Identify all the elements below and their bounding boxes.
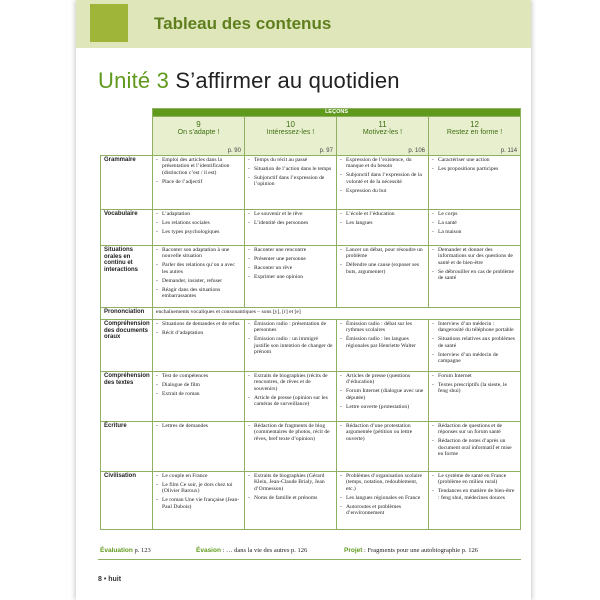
cell-list [156, 247, 241, 299]
lesson-number: 11 [378, 120, 387, 129]
list-item: - Place de l’adjectif [156, 179, 241, 185]
table-cell [153, 422, 245, 472]
list-item: - Article de presse (opinion sur les caméras de surveillance) [248, 395, 333, 408]
cell-list [156, 423, 241, 429]
cell-list [340, 373, 425, 410]
unit-number: Unité 3 [98, 68, 170, 93]
list-item: - Forum Internet (dialogue avec une députée) [340, 388, 425, 401]
list-item: - Émission radio : débat sur les rythmes scolaires [340, 321, 425, 334]
table-cell [245, 210, 337, 246]
table-cell [337, 320, 429, 372]
list-item: - Exprimer une opinion [248, 274, 333, 280]
cell-list [340, 423, 425, 442]
table-cell [153, 210, 245, 246]
cell-list [432, 373, 517, 395]
list-item: - Interview d’un médecin : dangerosité du téléphone portable [432, 321, 517, 334]
cell-list [432, 321, 517, 364]
table-cell [153, 320, 245, 372]
list-item: - Le film Ce soir, je dors chez toi (Olivier Baroux) [156, 482, 241, 495]
table-cell [429, 372, 521, 422]
list-item: - Défendre une cause (exposer ses buts, argumenter) [340, 262, 425, 275]
cell-list [432, 247, 517, 282]
list-item: - Extrait de roman [156, 391, 241, 397]
table-cell [337, 372, 429, 422]
list-item: - Les langues régionales en France [340, 495, 425, 501]
lesson-title: Intéressez-les ! [266, 129, 315, 136]
cell-list [340, 321, 425, 349]
table-cell [153, 246, 245, 308]
list-item: - Lancer un débat, pour résoudre un problème [340, 247, 425, 260]
list-item: - Autoroutes et problèmes d’environnement [340, 504, 425, 517]
cell-list [340, 211, 425, 226]
table-cell [245, 372, 337, 422]
table-cell [153, 156, 245, 210]
pronunciation-cell: enchaînements vocaliques et consonantiques – sons [y], [r] et [e] [153, 308, 521, 320]
row-label: Grammaire [101, 156, 153, 210]
lesson-header-11 [337, 117, 429, 156]
list-item: - Raconter un rêve [248, 265, 333, 271]
evasion-text: : … dans la vie des autres p. 126 [222, 547, 308, 554]
list-item: - Temps du récit au passé [248, 157, 333, 163]
cell-list [248, 211, 333, 226]
list-item: - Présenter une personne [248, 256, 333, 262]
list-item: - Lettres de demandes [156, 423, 241, 429]
cell-list [340, 473, 425, 516]
list-item: - Le corps [432, 211, 517, 217]
list-item: - Les langues [340, 220, 425, 226]
list-item: - Récit d’adaptation [156, 330, 241, 336]
lesson-header-12 [429, 117, 521, 156]
list-item: - Expression de l’existence, du manque et du besoin [340, 157, 425, 170]
cell-list [432, 157, 517, 172]
list-item: - Situation de l’action dans le temps [248, 166, 333, 172]
list-item: - Réagir dans des situations embarrassantes [156, 287, 241, 300]
table-cell [337, 422, 429, 472]
lesson-number: 12 [470, 120, 479, 129]
lesson-number: 10 [286, 120, 295, 129]
table-cell [337, 472, 429, 530]
lesson-header-10 [245, 117, 337, 156]
footer-rule [98, 559, 521, 560]
table-cell [337, 210, 429, 246]
book-page [76, 0, 531, 600]
table-row [101, 472, 521, 530]
lesson-title: Motivez-les ! [362, 129, 403, 136]
evasion-label: Évasion [196, 547, 221, 554]
lesson-page: p. 90 [227, 147, 241, 154]
cell-list [340, 157, 425, 194]
list-item: - Expression du but [340, 188, 425, 194]
unit-title [98, 68, 400, 94]
row-label: Compréhension des documents oraux [101, 320, 153, 372]
header-decoration [90, 4, 128, 42]
list-item: - Raconter une rencontre [248, 247, 333, 253]
cell-list [156, 473, 241, 510]
table-cell [429, 422, 521, 472]
table-row [101, 308, 521, 320]
lesson-number: 9 [196, 120, 201, 129]
list-item: - Extraits de biographies (Gérard Klein, Jean-Claude Brialy, Jean d’Ormesson) [248, 473, 333, 492]
list-item: - Forum Internet [432, 373, 517, 379]
lesson-title: On s’adapte ! [177, 129, 220, 136]
cell-list [248, 473, 333, 501]
table-cell [429, 320, 521, 372]
cell-list [432, 211, 517, 235]
table-row [101, 246, 521, 308]
list-item: - Situations relatives aux problèmes de santé [432, 336, 517, 349]
table-cell [429, 246, 521, 308]
list-item: - La maison [432, 229, 517, 235]
table-row [101, 320, 521, 372]
cell-list [432, 423, 517, 458]
list-item: - Raconter son adaptation à une nouvelle situation [156, 247, 241, 260]
table-cell [245, 156, 337, 210]
list-item: - La santé [432, 220, 517, 226]
table-row [101, 422, 521, 472]
list-item: - Les types psychologiques [156, 229, 241, 235]
row-label: Vocabulaire [101, 210, 153, 246]
table-cell [245, 246, 337, 308]
list-item: - Dialogue de film [156, 382, 241, 388]
cell-list [432, 473, 517, 501]
list-item: - Les relations sociales [156, 220, 241, 226]
lecons-header: LEÇONS [153, 109, 521, 117]
row-label: Civilisation [101, 472, 153, 530]
row-label: Situations orales en continu et interactions [101, 246, 153, 308]
list-item: - Le système de santé en France (problème en milieu rural) [432, 473, 517, 486]
list-item: - Rédaction de questions et de réponses sur un forum santé [432, 423, 517, 436]
row-label: Écriture [101, 422, 153, 472]
evaluation-label: Évaluation [100, 547, 133, 554]
table-cell [429, 156, 521, 210]
cell-list [156, 373, 241, 397]
table-row [101, 372, 521, 422]
lesson-page: p. 114 [500, 147, 518, 154]
list-item: - Noms de famille et prénoms [248, 495, 333, 501]
list-item: - Émission radio : présentation de personnes [248, 321, 333, 334]
list-item: - Les propositions participes [432, 166, 517, 172]
table-row [101, 156, 521, 210]
lesson-page: p. 106 [408, 147, 425, 154]
table-cell [337, 246, 429, 308]
page-number: 8 • huit [98, 576, 122, 583]
list-item: - Test de compétences [156, 373, 241, 379]
list-item: - Interview d’un médecin de campagne [432, 352, 517, 365]
list-item: - Rédaction de fragments de blog (commentaires de photos, récit de rêves, bref texte d’opinion) [248, 423, 333, 442]
list-item: - Caractériser une action [432, 157, 517, 163]
cell-list [248, 373, 333, 408]
cell-list [248, 247, 333, 280]
projet-label: Projet [344, 547, 363, 554]
table-cell [245, 472, 337, 530]
cell-list [156, 157, 241, 185]
list-item: - L’identité des personnes [248, 220, 333, 226]
list-item: - Lettre ouverte (protestation) [340, 404, 425, 410]
list-item: - Situations de demandes et de refus [156, 321, 241, 327]
list-item: - Demander, insister, refuser [156, 278, 241, 284]
list-item: - L’adaptation [156, 211, 241, 217]
list-item: - Emploi des articles dans la présentation et l’identification (distinction c’est / il est) [156, 157, 241, 176]
list-item: - Se débrouiller en cas de problème de santé [432, 269, 517, 282]
lesson-title: Restez en forme ! [446, 129, 503, 136]
table-cell [245, 422, 337, 472]
list-item: - Textes prescriptifs (la sieste, le feng shui) [432, 382, 517, 395]
table-cell [429, 210, 521, 246]
list-item: - Le couple en France [156, 473, 241, 479]
list-item: - Émission radio : un immigré justifie son intention de changer de prénom [248, 336, 333, 355]
list-item: - Articles de presse (questions d’éducation) [340, 373, 425, 386]
page-title: Tableau des contenus [154, 14, 332, 33]
table-cell [245, 320, 337, 372]
projet-text: : Fragments pour une autobiographie p. 126 [364, 547, 478, 554]
list-item: - Parler des relations qu’on a avec les autres [156, 262, 241, 275]
row-label: Compréhension des textes [101, 372, 153, 422]
list-item: - Émission radio : les langues régionales par Henriette Walter [340, 336, 425, 349]
list-item: - Tendances en matière de bien-être : feng shui, médecines douces [432, 488, 517, 501]
table-cell [153, 372, 245, 422]
lesson-page: p. 97 [319, 147, 333, 154]
list-item: - Problèmes d’organisation scolaire (temps, notation, redoublement, etc.) [340, 473, 425, 492]
cell-list [156, 321, 241, 336]
contents-table [100, 108, 521, 530]
lesson-header-9 [153, 117, 245, 156]
table-cell [337, 156, 429, 210]
table-cell [153, 472, 245, 530]
list-item: - Rédaction d’une protestation argumentée (pétition ou lettre ouverte) [340, 423, 425, 442]
table-row [101, 210, 521, 246]
list-item: - Subjonctif dans l’expression de la volonté et de la nécessité [340, 172, 425, 185]
list-item: - Extraits de biographies (récits de rencontres, de rêves et de souvenirs) [248, 373, 333, 392]
list-item: - Rédaction de notes d’après un document oral informatif et mise en forme [432, 438, 517, 457]
list-item: - Subjonctif dans l’expression de l’opinion [248, 175, 333, 188]
list-item: - Le roman Une vie française (Jean-Paul Dubois) [156, 497, 241, 510]
evaluation-page: p. 123 [134, 547, 151, 554]
list-item: - L’école et l’éducation [340, 211, 425, 217]
cell-list [340, 247, 425, 275]
list-item: - Demander et donner des informations sur des questions de santé et de bien-être [432, 247, 517, 266]
row-label: Prononciation [101, 308, 153, 320]
cell-list [248, 157, 333, 188]
unit-name: S’affirmer au quotidien [175, 68, 400, 93]
list-item: - Le souvenir et le rêve [248, 211, 333, 217]
cell-list [248, 321, 333, 356]
table-cell [429, 472, 521, 530]
cell-list [156, 211, 241, 235]
cell-list [248, 423, 333, 442]
